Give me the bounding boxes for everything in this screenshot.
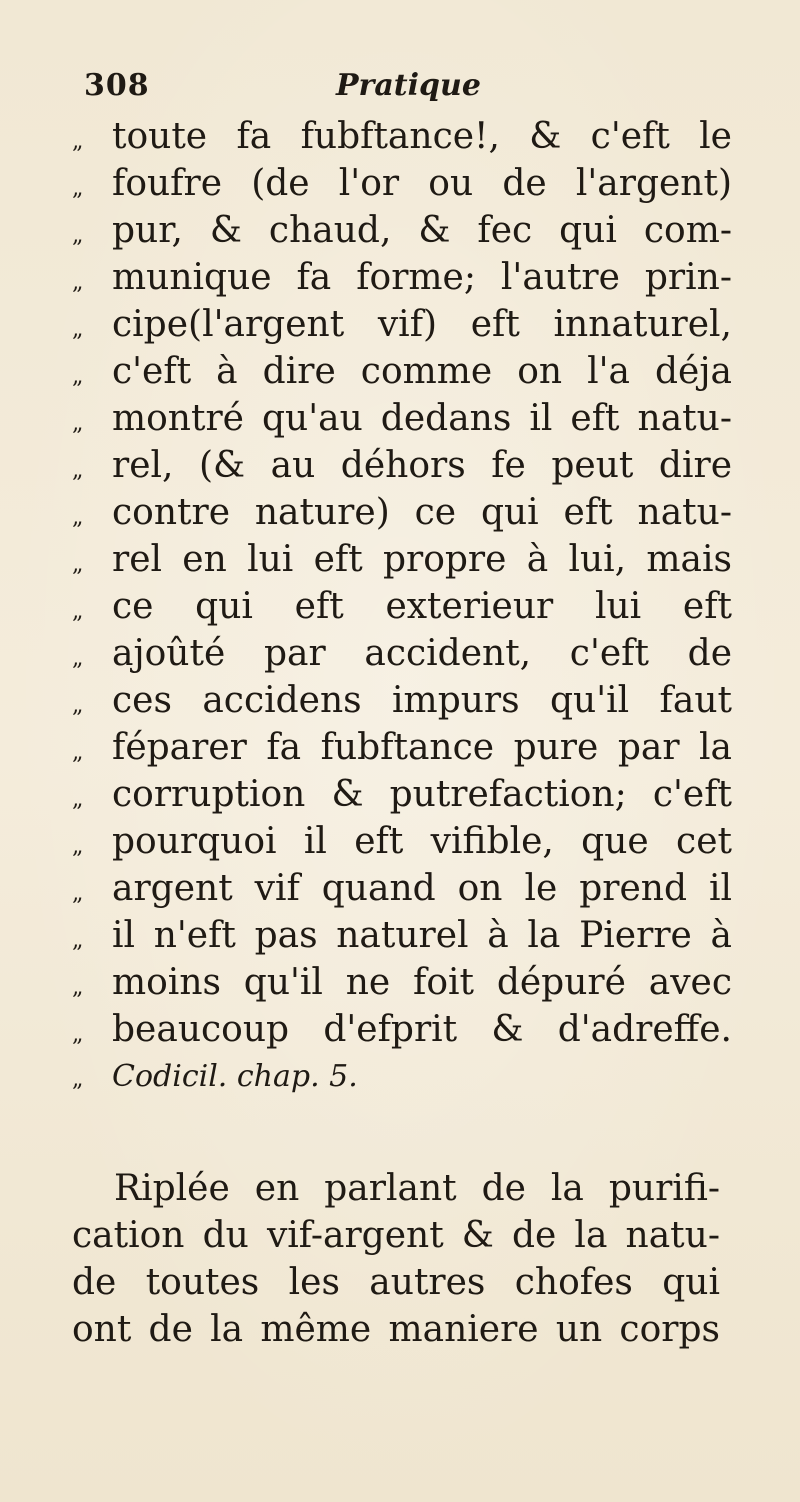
quote-mark: „ <box>72 317 84 342</box>
text-line <box>72 583 732 630</box>
line-text: contre nature) ce qui eft natu- <box>112 492 732 533</box>
text-line <box>72 1165 720 1212</box>
quote-mark: „ <box>72 834 84 859</box>
text-line <box>72 113 732 160</box>
text-line <box>72 348 732 395</box>
quoted-passage <box>72 113 732 1100</box>
running-title: Pratique <box>336 68 481 103</box>
text-line <box>72 724 732 771</box>
quote-mark: „ <box>72 270 84 295</box>
line-text: c'eft à dire comme on l'a déja <box>112 351 732 392</box>
text-line <box>72 865 732 912</box>
text-line <box>72 677 732 724</box>
line-text: ce qui eft exterieur lui eft <box>112 586 732 627</box>
quote-mark: „ <box>72 599 84 624</box>
text-line <box>72 254 732 301</box>
line-text: pourquoi il eft vifible, que cet <box>112 821 732 862</box>
line-text: rel, (& au déhors fe peut dire <box>112 445 732 486</box>
text-line <box>72 1259 720 1306</box>
line-text: cipe(l'argent vif) eft innaturel, <box>112 304 732 345</box>
line-text: Riplée en parlant de la purifi- <box>114 1168 720 1209</box>
quote-mark: „ <box>72 364 84 389</box>
quote-mark: „ <box>72 928 84 953</box>
quote-mark: „ <box>72 1067 84 1092</box>
text-line <box>72 442 732 489</box>
line-text: de toutes les autres chofes qui <box>72 1262 720 1303</box>
quote-mark: „ <box>72 881 84 906</box>
quote-mark: „ <box>72 505 84 530</box>
quote-mark: „ <box>72 693 84 718</box>
line-text: beaucoup d'efprit & d'adreffe. <box>112 1009 732 1050</box>
line-text: rel en lui eft propre à lui, mais <box>112 539 732 580</box>
text-line <box>72 536 732 583</box>
line-text: montré qu'au dedans il eft natu- <box>112 398 732 439</box>
line-text: féparer fa fubftance pure par la <box>112 727 732 768</box>
text-line <box>72 1006 732 1053</box>
quote-mark: „ <box>72 740 84 765</box>
citation: Codicil. chap. 5. <box>112 1059 358 1094</box>
line-text: il n'eft pas naturel à la Pierre à <box>112 915 732 956</box>
quote-mark: „ <box>72 458 84 483</box>
quote-mark: „ <box>72 129 84 154</box>
text-line <box>72 207 732 254</box>
text-line <box>72 630 732 677</box>
citation-line <box>72 1053 732 1100</box>
text-line <box>72 160 732 207</box>
line-text: corruption & putrefaction; c'eft <box>112 774 732 815</box>
line-text: cation du vif-argent & de la natu- <box>72 1215 720 1256</box>
text-line <box>72 771 732 818</box>
text-line <box>72 1212 720 1259</box>
page-number: 308 <box>84 68 150 103</box>
quote-mark: „ <box>72 646 84 671</box>
line-text: ont de la même maniere un corps <box>72 1309 720 1350</box>
line-text: munique fa forme; l'autre prin- <box>112 257 732 298</box>
line-text: foufre (de l'or ou de l'argent) <box>112 163 732 204</box>
text-line <box>72 959 732 1006</box>
line-text: ces accidens impurs qu'il faut <box>112 680 732 721</box>
text-line <box>72 489 732 536</box>
line-text: pur, & chaud, & fec qui com- <box>112 210 732 251</box>
quote-mark: „ <box>72 552 84 577</box>
quote-mark: „ <box>72 975 84 1000</box>
text-line <box>72 1306 720 1353</box>
quote-mark: „ <box>72 411 84 436</box>
text-line <box>72 818 732 865</box>
page-header <box>84 68 724 108</box>
quote-mark: „ <box>72 176 84 201</box>
quote-mark: „ <box>72 1022 84 1047</box>
text-line <box>72 301 732 348</box>
quote-mark: „ <box>72 787 84 812</box>
quote-mark: „ <box>72 223 84 248</box>
line-text: ajoûté par accident, c'eft de <box>112 633 732 674</box>
line-text: argent vif quand on le prend il <box>112 868 732 909</box>
text-line <box>72 395 732 442</box>
line-text: toute fa fubftance!, & c'eft le <box>112 116 732 157</box>
text-line <box>72 912 732 959</box>
line-text: moins qu'il ne foit dépuré avec <box>112 962 732 1003</box>
paragraph <box>72 1165 720 1353</box>
